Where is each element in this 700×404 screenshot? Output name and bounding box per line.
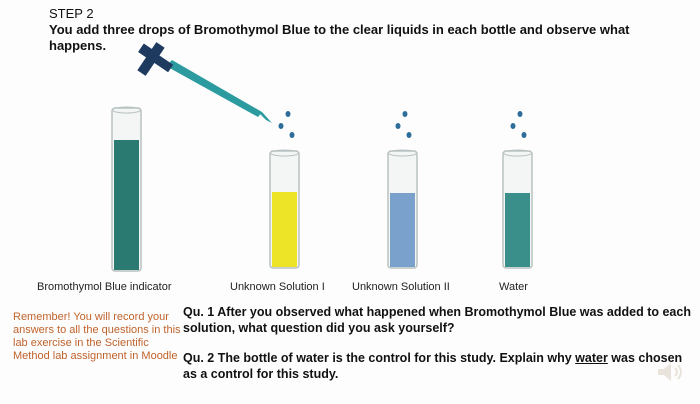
label-indicator: Bromothymol Blue indicator [37, 281, 172, 293]
tube-solution-1 [270, 150, 299, 268]
question-2 [183, 350, 683, 382]
question-2-underlined: water [575, 351, 608, 365]
tube-water [503, 150, 532, 268]
tube-solution-2 [388, 150, 417, 268]
question-1: Qu. 1 After you observed what happened when Bromothymol Blue was added to each solution, what question did you ask yourself? [183, 305, 691, 335]
drops-tube-4 [511, 111, 527, 138]
tube-indicator [112, 107, 141, 271]
speaker-icon[interactable] [655, 360, 687, 384]
dropper-icon [137, 42, 272, 123]
tube-solution-2-liquid [390, 193, 415, 267]
remember-note: Remember! You will record your answers to all the questions in this lab exercise in the Scientific Method lab assignment in Moodle [13, 311, 181, 362]
label-water: Water [499, 281, 528, 293]
drops-tube-3 [396, 111, 412, 138]
step-title: STEP 2 [49, 6, 94, 21]
tube-water-liquid [505, 193, 530, 267]
question-2-text-b: was chosen as a control for this study. [183, 351, 683, 381]
question-2-text-a: Qu. 2 The bottle of water is the control for this study. Explain why [183, 351, 576, 365]
drops-tube-2 [279, 111, 295, 138]
label-solution-2: Unknown Solution II [352, 281, 450, 293]
step-description: You add three drops of Bromothymol Blue to the clear liquids in each bottle and observe what happens. [49, 22, 630, 53]
tube-indicator-liquid [114, 140, 139, 270]
label-solution-1: Unknown Solution I [230, 281, 325, 293]
tube-solution-1-liquid [272, 192, 297, 267]
